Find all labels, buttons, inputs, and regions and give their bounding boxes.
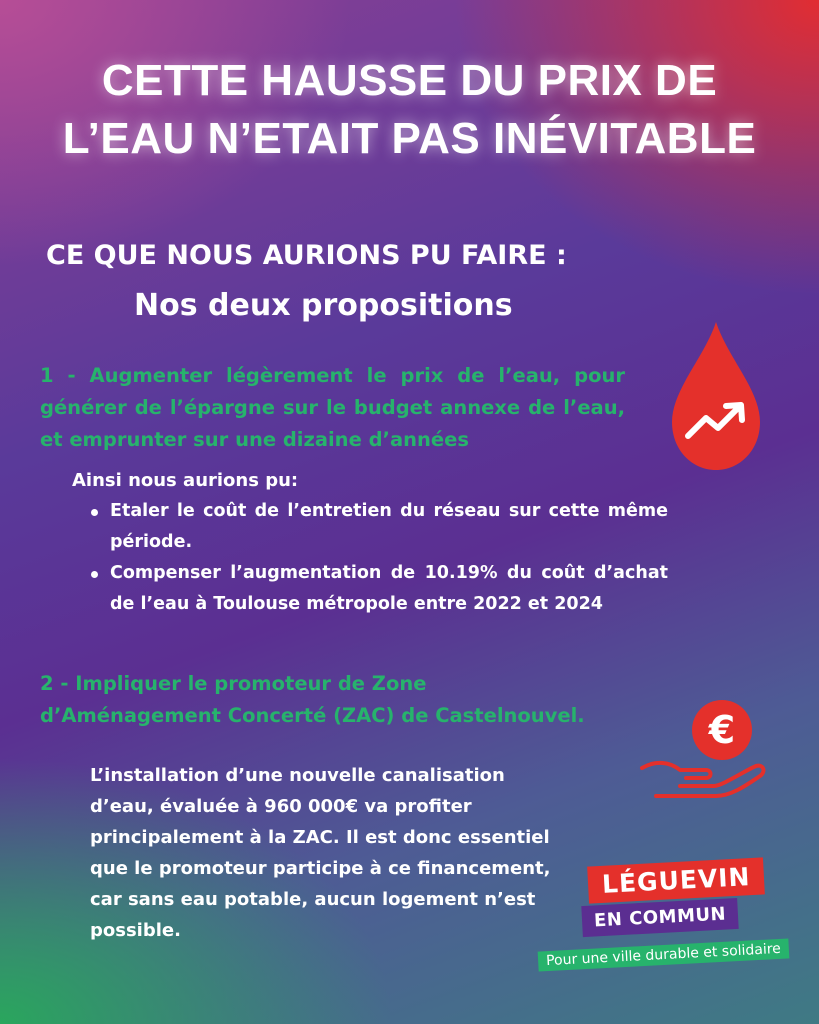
logo-leguevin: LÉGUEVIN [587,857,765,903]
bullet-item: Etaler le coût de l’entretien du réseau sur cette même période. [88,496,668,558]
proposition-1: 1 - Augmenter légèrement le prix de l’eau, pour générer de l’épargne sur le budget annexe de l’eau, et emprunter sur une dizaine d’années [40,364,625,451]
euro-symbol: € [708,708,736,752]
main-title-line2: L’EAU N’ETAIT PAS INÉVITABLE [62,114,757,163]
proposition-2 [40,668,585,732]
main-title-line1: CETTE HAUSSE DU PRIX DE [101,56,718,105]
main-title [0,52,819,168]
proposition-2-line2: d’Aménagement Concerté (ZAC) de Castelnouvel. [40,704,585,727]
bullet-item: Compenser l’augmentation de 10.19% du coût d’achat de l’eau à Toulouse métropole entre 2022 et 2024 [88,558,668,620]
proposition-2-line1: 2 - Impliquer le promoteur de Zone [40,672,427,695]
water-drop-trend-up-icon [664,318,768,474]
hand-euro-coin-icon [636,696,772,800]
logo-en-commun: EN COMMUN [581,898,739,937]
subtitle-line2: Nos deux propositions [134,288,513,323]
ainsi-label: Ainsi nous aurions pu: [72,470,299,491]
zac-paragraph: L’installation d’une nouvelle canalisation d’eau, évaluée à 960 000€ va profiter principalement à la ZAC. Il est donc essentiel que le promoteur participe à ce financement, car sans eau potable, aucun logement n’est possible. [90,765,551,941]
bullet-list [88,496,668,620]
subtitle-line1: CE QUE NOUS AURIONS PU FAIRE : [46,240,567,271]
logo-tagline: Pour une ville durable et solidaire [538,938,790,971]
